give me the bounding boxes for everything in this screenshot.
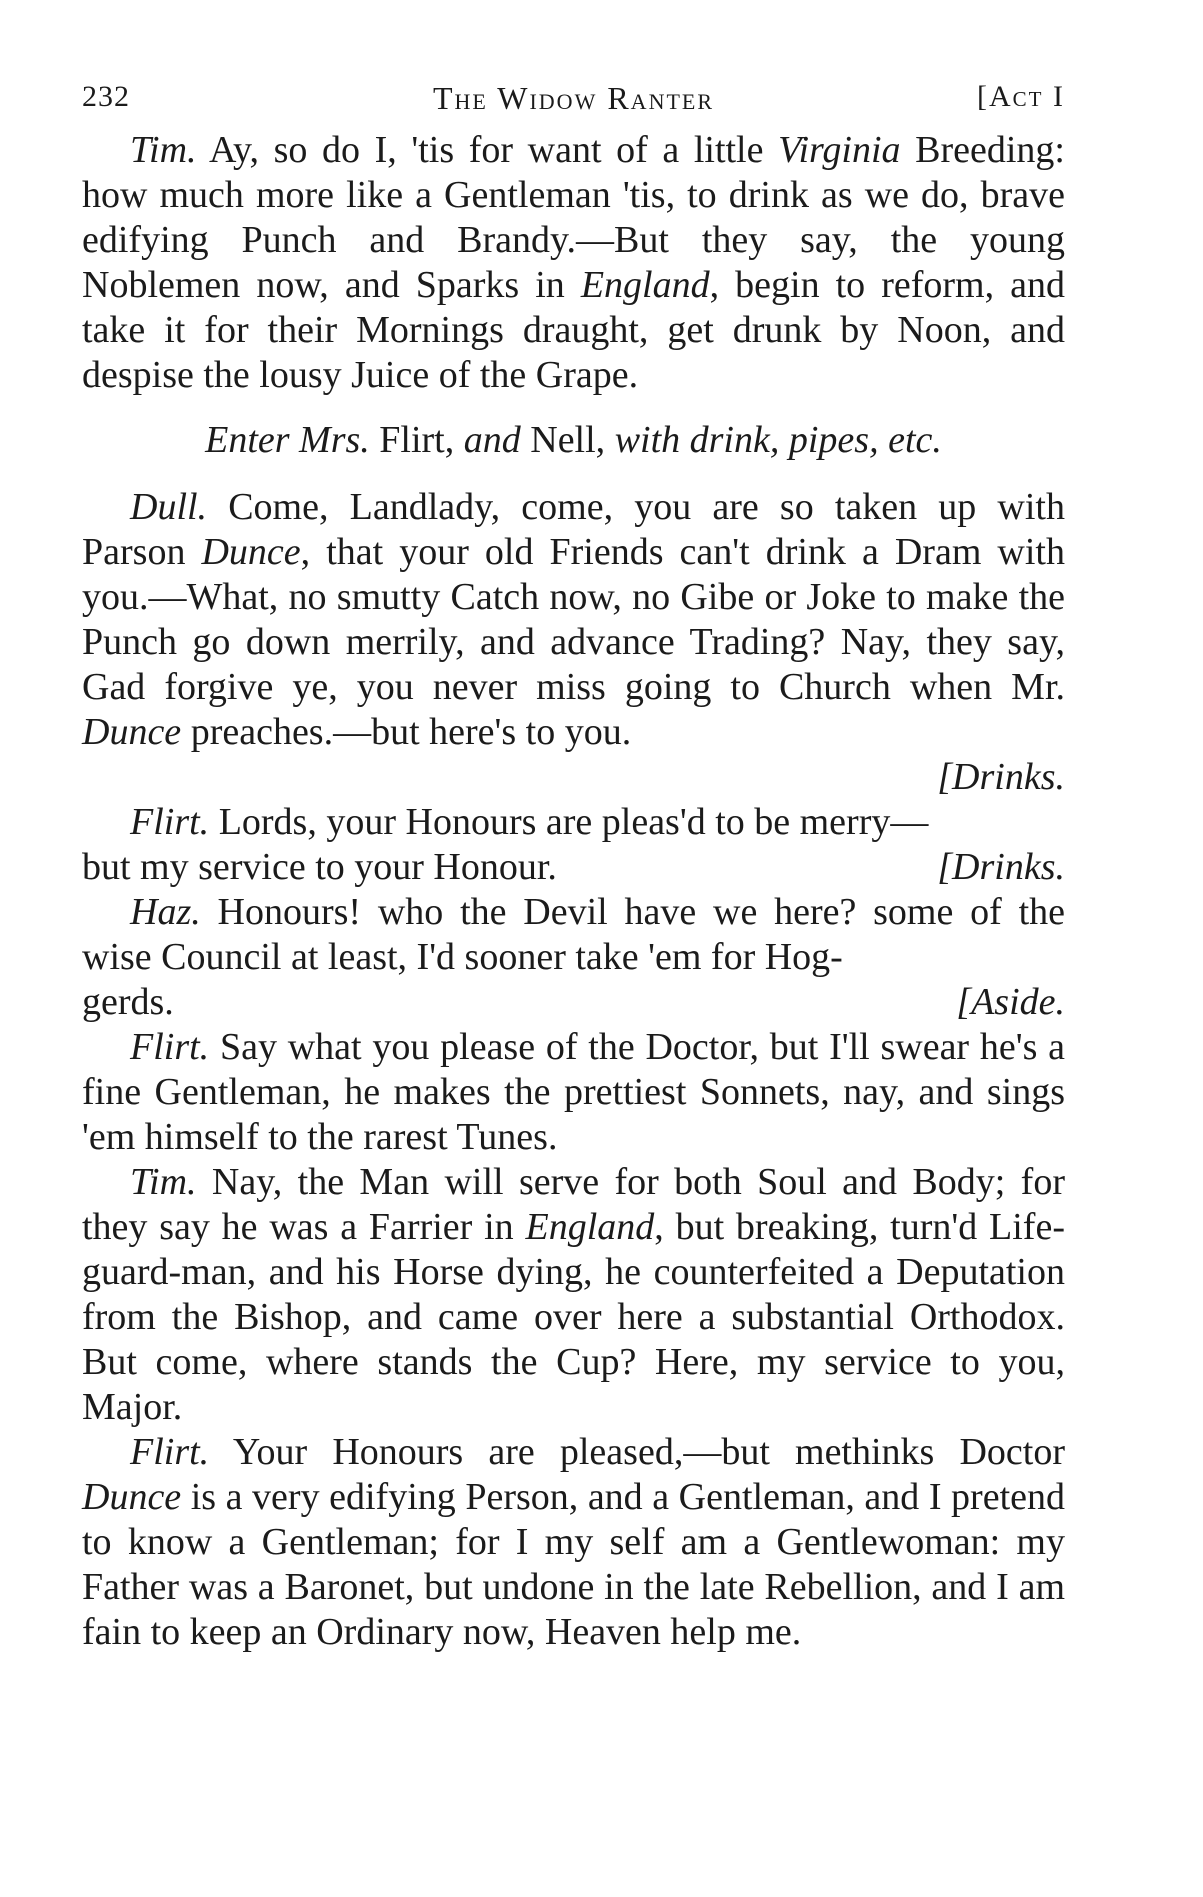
speech-text: Nay, the Man will serve for both Soul and Body; for they say he was a Farrier in [82,1161,1065,1248]
speech-text: but my service to your Honour. [82,846,557,888]
speech-tim-1 [82,128,1065,398]
speech-italic: Dunce [201,531,301,573]
speech-text: Your Honours are pleased,—but methinks Doctor [209,1431,1065,1473]
speech-text: gerds. [82,981,174,1023]
speech-text: is a very edifying Person, and a Gentleman, and I pretend to know a Gentleman; for I my self am a Gentlewoman: my Father was a Baronet, but undone in the late Rebellion, and I am fain to keep an Ordinary now, Heaven help me. [82,1476,1065,1653]
page-body [82,128,1065,1655]
speech-italic: Dunce [82,711,182,753]
speaker-name: Flirt. [130,1431,210,1473]
stage-direction-drinks: [Drinks. [937,846,1065,888]
speaker-name: Haz. [130,891,201,933]
speech-text: Ay, so do I, 'tis for want of a little [196,129,779,171]
speaker-name: Dull. [130,486,208,528]
stage-direction-enter [82,418,1065,463]
stage-name: Nell, [520,419,615,461]
page-number: 232 [82,80,130,113]
speech-flirt-2 [82,1025,1065,1160]
speech-flirt-3 [82,1430,1065,1655]
speech-text: Breeding: how much more like a Gentleman 'tis, to drink as we do, brave edifying Punch and Brandy.—But they say, the young Noblemen now, and Sparks in [82,129,1065,306]
stage-direction-drinks: [Drinks. [937,756,1065,798]
speech-text: Come, Landlady, come, you are so taken up with Parson [82,486,1065,573]
speech-flirt-1-end [82,845,1065,890]
speech-italic: England [525,1206,655,1248]
speech-haz-end [82,980,1065,1025]
speech-text: Lords, your Honours are pleas'd to be merry— [209,801,929,843]
speech-tim-2 [82,1160,1065,1430]
act-marker: [Act I [977,80,1065,113]
speech-italic: Virginia [778,129,901,171]
speech-text: , but breaking, turn'd Life-guard-man, and his Horse dying, he counterfeited a Deputation from the Bishop, and came over here a substantial Orthodox. But come, where stands the Cup? Here, my service to you, Major. [82,1206,1065,1428]
stage-italic: with drink, pipes, etc. [614,419,942,461]
speech-italic: Dunce [82,1476,182,1518]
speech-text: , that your old Friends can't drink a Dram with you.—What, no smutty Catch now, no Gibe or Joke to make the Punch go down merrily, and advance Trading? Nay, they say, Gad forgive ye, you never miss going to Church when Mr. [82,531,1065,708]
speech-italic: England [580,264,710,306]
speaker-name: Flirt. [130,801,210,843]
speech-dull [82,485,1065,755]
speech-text: preaches.—but here's to you. [181,711,632,753]
speech-flirt-1 [82,800,1065,845]
speaker-name: Tim. [130,1161,197,1203]
running-title: The Widow Ranter [432,80,715,116]
speech-text: Honours! who the Devil have we here? some of the wise Council at least, I'd sooner take 'em for Hog- [82,891,1065,978]
speaker-name: Flirt. [130,1026,210,1068]
stage-italic: Enter Mrs. [205,419,370,461]
running-header [82,72,1065,120]
speech-text: Say what you please of the Doctor, but I'll swear he's a fine Gentleman, he makes the prettiest Sonnets, nay, and sings 'em himself to the rarest Tunes. [82,1026,1065,1158]
stage-italic: and [463,419,521,461]
speech-text: , begin to reform, and take it for their Mornings draught, get drunk by Noon, and despise the lousy Juice of the Grape. [82,264,1065,396]
speech-haz [82,890,1065,980]
speaker-name: Tim. [130,129,197,171]
stage-name: Flirt, [369,419,464,461]
stage-direction-aside: [Aside. [956,981,1065,1023]
